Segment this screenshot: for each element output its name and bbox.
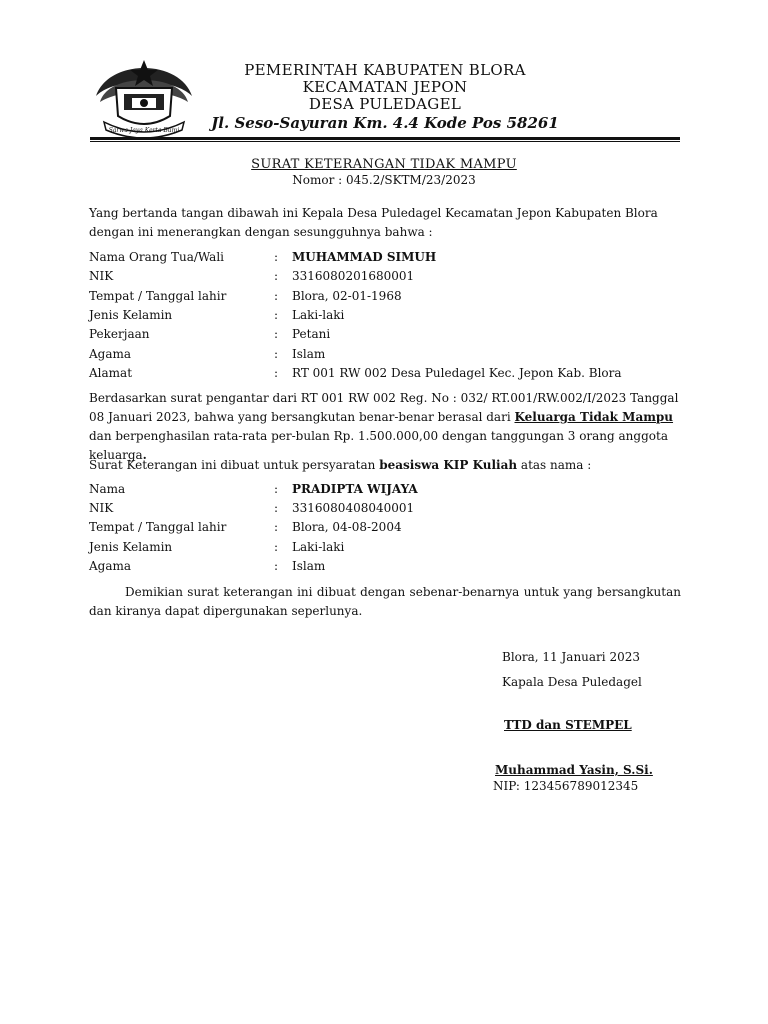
field-colon: : [274,347,279,361]
regency-emblem-logo [92,58,196,138]
statement-emphasis: Keluarga Tidak Mampu [514,410,674,424]
field-colon: : [274,308,279,322]
field-colon: : [274,540,279,554]
statement-paragraph [89,389,681,465]
signature-position: Kapala Desa Puledagel [502,675,642,689]
field-value: Laki-laki [292,308,345,322]
purpose-emphasis: beasiswa KIP Kuliah [379,458,518,472]
field-label: Agama [89,347,132,361]
logo-motto-text: Sarwa Jaya Kerta Bumi [108,127,180,134]
closing-paragraph: Demikian surat keterangan ini dibuat dengan sebenar-benarnya untuk yang bersangkutan dan kiranya dapat dipergunakan seperlunya. [89,585,681,618]
field-value: 3316080201680001 [292,269,415,283]
purpose-text: Surat Keterangan ini dibuat untuk persyaratan [89,458,380,472]
signatory-nip: NIP: 123456789012345 [493,779,639,793]
field-label: Nama Orang Tua/Wali [89,250,225,264]
field-value: Blora, 02-01-1968 [292,289,402,303]
statement-text-cont: dan berpenghasilan rata-rata per-bulan Rp. 1.500.000,00 dengan tanggungan 3 orang anggota keluarga [89,429,668,462]
field-label: NIK [89,269,114,283]
letterhead-district: KECAMATAN JEPON [302,78,468,96]
field-colon: : [274,520,279,534]
field-colon: : [274,501,279,515]
field-colon: : [274,482,279,496]
field-colon: : [274,559,279,573]
letterhead [210,62,560,133]
letterhead-government: PEMERINTAH KABUPATEN BLORA [244,61,526,79]
field-colon: : [274,269,279,283]
field-label: Pekerjaan [89,327,150,341]
field-colon: : [274,327,279,341]
statement-end: . [142,448,147,462]
statement-text: Berdasarkan surat pengantar dari RT 001 RW 002 Reg. No : 032/ RT.001/RW.002/I/2023 Tanggal 08 Januari 2023, bahwa yang bersangkutan benar-benar berasal dari [89,391,679,424]
field-colon: : [274,289,279,303]
signatory-name: Muhammad Yasin, S.Si. [495,763,653,777]
letterhead-divider-thick [90,137,680,140]
field-label: Alamat [89,366,133,380]
intro-paragraph: Yang bertanda tangan dibawah ini Kepala Desa Puledagel Kecamatan Jepon Kabupaten Blora dengan ini menerangkan dengan sesungguhnya bahwa : [89,206,658,239]
signature-stamp-placeholder: TTD dan STEMPEL [504,718,632,732]
field-label: Nama [89,482,126,496]
field-label: Jenis Kelamin [89,308,173,322]
field-value: Petani [292,327,331,341]
purpose-paragraph [89,456,681,475]
field-value: RT 001 RW 002 Desa Puledagel Kec. Jepon Kab. Blora [292,366,622,380]
field-colon: : [274,366,279,380]
field-value: 3316080408040001 [292,501,415,515]
signature-place-date: Blora, 11 Januari 2023 [502,650,640,664]
field-value: Islam [292,347,326,361]
field-label: NIK [89,501,114,515]
field-value: Islam [292,559,326,573]
field-label: Tempat / Tanggal lahir [89,289,227,303]
purpose-text-cont: atas nama : [517,458,592,472]
field-label: Tempat / Tanggal lahir [89,520,227,534]
field-value: Blora, 04-08-2004 [292,520,402,534]
field-colon: : [274,250,279,264]
letterhead-divider-thin [90,141,680,142]
letterhead-address: Jl. Seso-Sayuran Km. 4.4 Kode Pos 58261 [211,114,559,132]
field-value: MUHAMMAD SIMUH [292,250,437,264]
field-value: PRADIPTA WIJAYA [292,482,418,496]
field-label: Jenis Kelamin [89,540,173,554]
document-title: SURAT KETERANGAN TIDAK MAMPU [251,157,517,172]
field-label: Agama [89,559,132,573]
field-value: Laki-laki [292,540,345,554]
document-number: Nomor : 045.2/SKTM/23/2023 [292,173,476,187]
letterhead-village: DESA PULEDAGEL [308,95,462,113]
